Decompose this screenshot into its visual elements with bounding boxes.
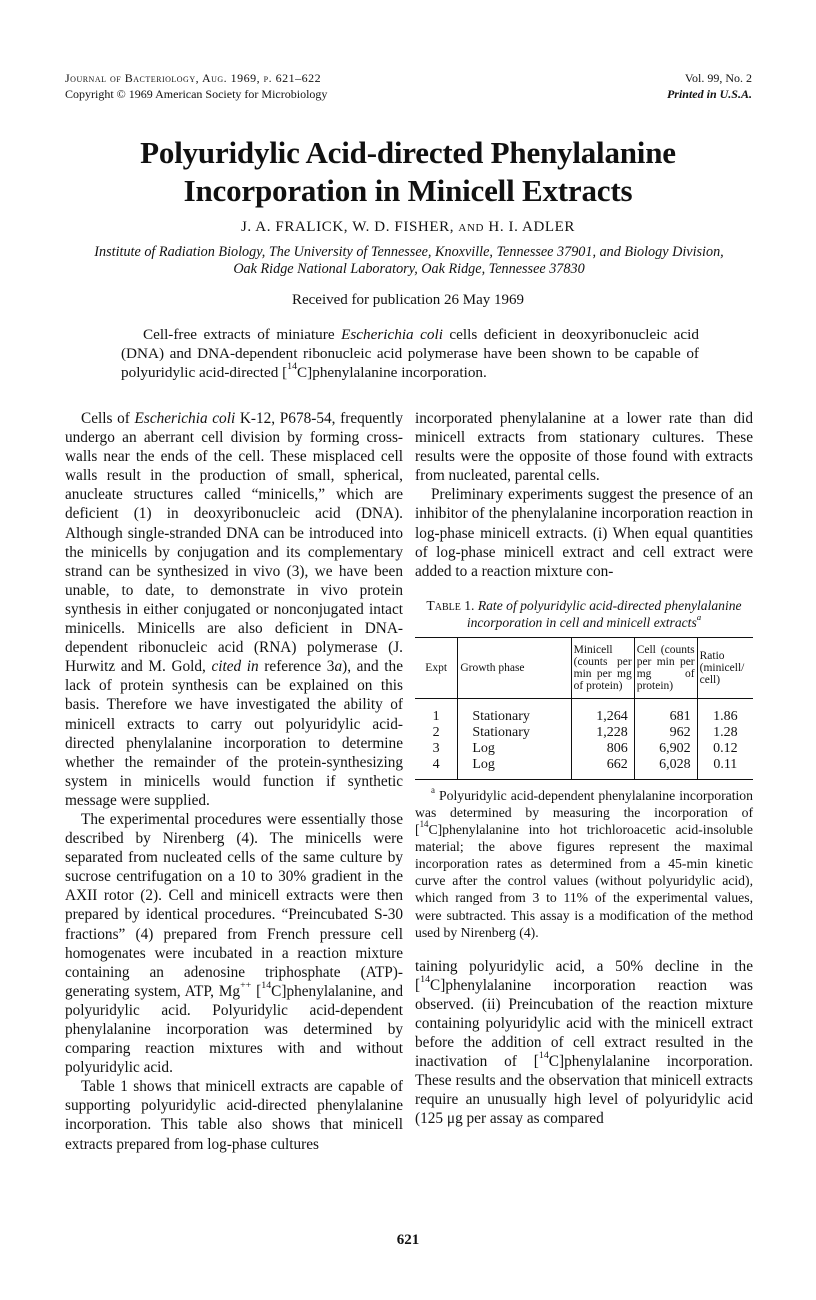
received-date: Received for publication 26 May 1969 [291, 292, 525, 308]
cell-phase: Stationary [458, 698, 571, 725]
running-header-right [667, 70, 752, 102]
paragraph: Table 1 shows that minicell extracts are capable of supporting polyuridylic acid-directed phenylalanine incorporation. This table also shows that minicell extracts prepared from log-phase cultures [65, 1078, 403, 1153]
abstract [121, 325, 699, 382]
body-text: Cells of [81, 410, 135, 427]
footnote-text: C]phenylalanine into hot trichloroacetic acid-insoluble material; the above figures represent the maximal incorporation rates as determined from a 45-min kinetic curve after the control values (without polyuridylic acid), which ranged from 3 to 11% of the experimental values, were subtracted. This assay is a modification of the method used by Nirenberg (4). [415, 822, 753, 940]
cell-minicell: 806 [571, 741, 634, 757]
cell-phase: Stationary [458, 725, 571, 741]
citation-italic: a [334, 658, 343, 676]
superscript: 14 [538, 1050, 549, 1062]
paragraph [65, 810, 403, 1077]
paragraph: incorporated phenylalanine at a lower rate than did minicell extracts from stationary cultures. These results were the opposite of those found with extracts from nucleated, parental cells. [415, 410, 753, 485]
footnote-marker: a [696, 611, 702, 622]
paragraph [65, 409, 403, 810]
superscript: 14 [287, 361, 298, 372]
printed-in: Printed in U.S.A. [666, 87, 752, 101]
body-text: ), and the lack of protein synthesis can be explained on this basis. Therefore we have investigated the ability of minicell extracts to carry out polyuridylic acid-directed phenylalanine incorporation to determine whether the remainder of the protein-synthesizing system in minicells would function if synthetic message were supplied. [65, 658, 403, 809]
cell-expt: 2 [432, 724, 440, 740]
cell-minicell: 1,228 [571, 725, 634, 741]
superscript: ++ [240, 979, 252, 991]
footnote-text: Polyuridylic acid-dependent phenylalanine incorporation was determined by measuring the incorporation of [ [415, 787, 753, 838]
body-text: C]phenylalanine, and polyuridylic acid. Polyuridylic acid-dependent phenylalanine incorporation was determined by comparing reaction mixtures with and without polyuridylic acid. [65, 982, 403, 1077]
table-caption-text: Rate of polyuridylic acid-directed phenylalanine incorporation in cell and minicell extracts [466, 597, 742, 630]
running-header-left [65, 70, 327, 102]
superscript: 14 [419, 819, 429, 830]
affiliation-line-2: Oak Ridge National Laboratory, Oak Ridge, Tennessee 37830 [233, 261, 585, 277]
abstract-text: Cell-free extracts of miniature [143, 326, 342, 343]
body-text: K-12, P678-54, frequently undergo an aberrant cell division by forming cross-walls near the ends of the cell. These misplaced cell walls result in the production of small, spherical, anucleate structures called “minicells,” which are deficient (1) in deoxyribonucleic acid (DNA). Although single-stranded DNA can be introduced into the minicells by conjugation and its complementary strand can be synthesized in vivo (3), we have been unable, to date, to demonstrate in vivo protein synthesis in either conjugated or nonconjugated intact minicells. Minicells are also deficient in DNA-dependent ribonucleic acid (RNA) polymerase (J. Hurwitz and M. Gold, [65, 410, 403, 676]
cell-ratio: 1.86 [697, 698, 753, 725]
title-line-2: Incorporation in Minicell Extracts [183, 173, 633, 208]
cell-minicell: 1,264 [571, 698, 634, 725]
superscript: 14 [261, 979, 272, 991]
volume-number: Vol. 99, No. 2 [684, 71, 752, 85]
body-text: reference 3 [258, 658, 335, 676]
cell-cell: 6,902 [634, 741, 697, 757]
body-text: C]phenylalanine incorporation. These results and the observation that minicell extracts require an unusually high level of polyuridylic acid (125 μg per assay as compared [415, 1053, 754, 1128]
cell-cell: 6,028 [634, 757, 697, 780]
cell-cell: 962 [634, 725, 697, 741]
paragraph [415, 957, 753, 1129]
citation-italic: cited in [211, 658, 259, 676]
affiliation [64, 244, 754, 278]
right-column [415, 409, 753, 1129]
organism-name: Escherichia coli [134, 410, 236, 427]
table-row [415, 757, 753, 780]
journal-citation: Journal of Bacteriology, Aug. 1969, p. 621–622 [65, 71, 322, 85]
data-table [415, 637, 753, 780]
column-header-minicell: Minicell (counts per min per mg of protein) [571, 637, 634, 698]
body-text: C]phenylalanine incorporation reaction was observed. (ii) Preincubation of the reaction mixture containing polyuridylic acid with the minicell extract before the addition of cell extract resulted in the inactivation of [ [415, 976, 753, 1071]
body-text: The experimental procedures were essentially those described by Nirenberg (4). The minicells were separated from nucleated cells of the same culture by sucrose centrifugation on a 10 to 30% gradient in the AXII rotor (2). Cell and minicell extracts were then prepared by identical procedures. “Preincubated S-30 fractions” (4) prepared from French pressure cell homogenates were incubated in a reaction mixture containing an adenosine triphosphate (ATP)-generating system, ATP, Mg [65, 810, 403, 1000]
cell-expt: 4 [415, 757, 458, 780]
authors-and: AND [458, 222, 485, 234]
copyright-line: Copyright © 1969 American Society for Microbiology [65, 87, 328, 101]
table-footnote [415, 784, 753, 941]
abstract-organism: Escherichia coli [341, 326, 443, 343]
authors-part-1: J. A. FRALICK, W. D. FISHER, [240, 219, 455, 235]
title-line-1: Polyuridylic Acid-directed Phenylalanine [140, 135, 676, 170]
cell-phase: Log [458, 741, 571, 757]
cell-expt: 1 [432, 708, 440, 724]
table-caption [415, 597, 753, 631]
table-row [415, 741, 753, 757]
cell-ratio: 0.12 [697, 741, 753, 757]
cell-minicell: 662 [571, 757, 634, 780]
column-header-expt: Expt [415, 637, 458, 698]
column-header-growth-phase: Growth phase [458, 637, 571, 698]
column-header-cell: Cell (counts per min per mg of protein) [634, 637, 697, 698]
footnote-marker: a [431, 784, 435, 795]
page-number: 621 [396, 1232, 420, 1248]
abstract-text: C]phenylalanine incorporation. [297, 364, 487, 381]
affiliation-line-1: Institute of Radiation Biology, The University of Tennessee, Knoxville, Tennessee 37901, and Biology Division, [94, 244, 724, 260]
author-list [0, 219, 816, 236]
left-column [65, 409, 403, 1154]
authors-part-2: H. I. ADLER [488, 219, 576, 235]
paragraph: Preliminary experiments suggest the presence of an inhibitor of the phenylalanine incorporation reaction in log-phase minicell extracts. (i) When equal quantities of log-phase minicell extract and cell extract were added to a reaction mixture con- [415, 486, 753, 580]
cell-cell: 681 [634, 698, 697, 725]
body-text: taining polyuridylic acid, a 50% decline in the [ [415, 957, 753, 994]
superscript: 14 [420, 973, 431, 985]
cell-phase: Log [458, 757, 571, 780]
body-text: [ [251, 982, 262, 1000]
cell-ratio: 0.11 [697, 757, 753, 780]
article-title [0, 134, 816, 210]
table-label: Table 1. [426, 597, 475, 613]
table-row [415, 698, 753, 725]
abstract-text: cells deficient in deoxyribonucleic acid (DNA) and DNA-dependent ribonucleic acid polymerase have been shown to be capable of polyuridylic acid-directed [ [121, 326, 699, 381]
table-row [415, 725, 753, 741]
cell-ratio: 1.28 [697, 725, 753, 741]
column-header-ratio: Ratio (minicell/ cell) [697, 637, 753, 698]
cell-expt: 3 [432, 740, 440, 756]
